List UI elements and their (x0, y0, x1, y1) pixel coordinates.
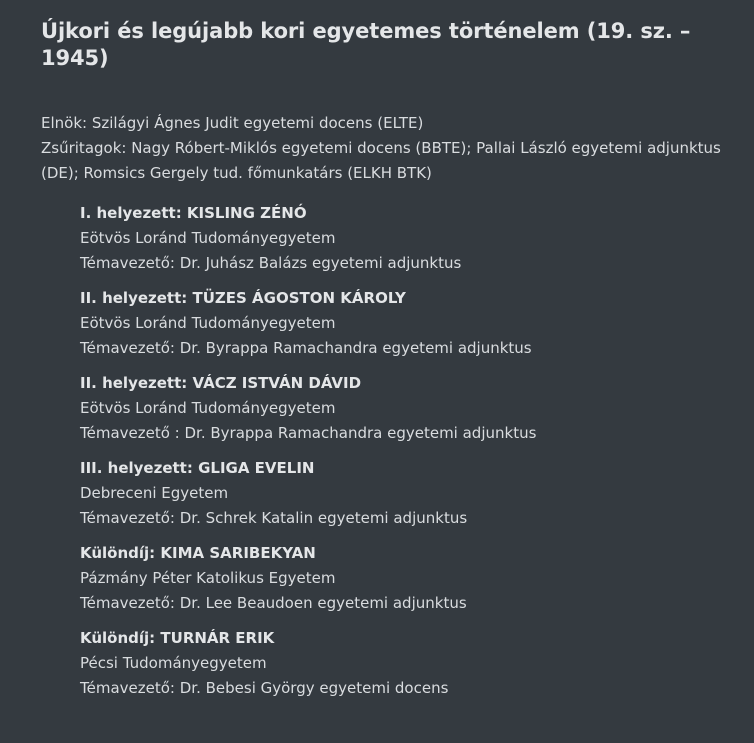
winner-title: II. helyezett: VÁCZ ISTVÁN DÁVID (80, 374, 362, 392)
winner-entry-5 (80, 541, 731, 616)
winner-institution: Pázmány Péter Katolikus Egyetem (80, 569, 336, 587)
winner-title: Különdíj: KIMA SARIBEKYAN (80, 544, 316, 562)
winner-institution: Pécsi Tudományegyetem (80, 654, 267, 672)
winners-list (80, 201, 731, 701)
winner-institution: Eötvös Loránd Tudományegyetem (80, 229, 336, 247)
winner-title: II. helyezett: TÜZES ÁGOSTON KÁROLY (80, 289, 406, 307)
winner-entry-2 (80, 286, 731, 361)
jury-members: Zsűritagok: Nagy Róbert-Miklós egyetemi docens (BBTE); Pallai László egyetemi adjunktus (DE); Romsics Gergely tud. főmunkatárs (ELKH BTK) (41, 139, 721, 182)
results-page (41, 18, 731, 711)
winner-supervisor: Témavezető : Dr. Byrappa Ramachandra egyetemi adjunktus (80, 424, 537, 442)
winner-title: III. helyezett: GLIGA EVELIN (80, 459, 315, 477)
winner-entry-1 (80, 201, 731, 276)
winner-institution: Debreceni Egyetem (80, 484, 229, 502)
winner-title: I. helyezett: KISLING ZÉNÓ (80, 204, 307, 222)
winner-entry-6 (80, 626, 731, 701)
winner-institution: Eötvös Loránd Tudományegyetem (80, 399, 336, 417)
winner-supervisor: Témavezető: Dr. Schrek Katalin egyetemi adjunktus (80, 509, 468, 527)
winner-supervisor: Témavezető: Dr. Bebesi György egyetemi docens (80, 679, 449, 697)
winner-supervisor: Témavezető: Dr. Lee Beaudoen egyetemi adjunktus (80, 594, 467, 612)
winner-title: Különdíj: TURNÁR ERIK (80, 629, 275, 647)
winner-supervisor: Témavezető: Dr. Juhász Balázs egyetemi adjunktus (80, 254, 462, 272)
winner-entry-3 (80, 371, 731, 446)
winner-institution: Eötvös Loránd Tudományegyetem (80, 314, 336, 332)
winner-supervisor: Témavezető: Dr. Byrappa Ramachandra egyetemi adjunktus (80, 339, 532, 357)
page-title: Újkori és legújabb kori egyetemes történelem (19. sz. – 1945) (41, 19, 691, 70)
jury-chair: Elnök: Szilágyi Ágnes Judit egyetemi docens (ELTE) (41, 114, 424, 132)
winner-entry-4 (80, 456, 731, 531)
jury-section (41, 111, 731, 186)
